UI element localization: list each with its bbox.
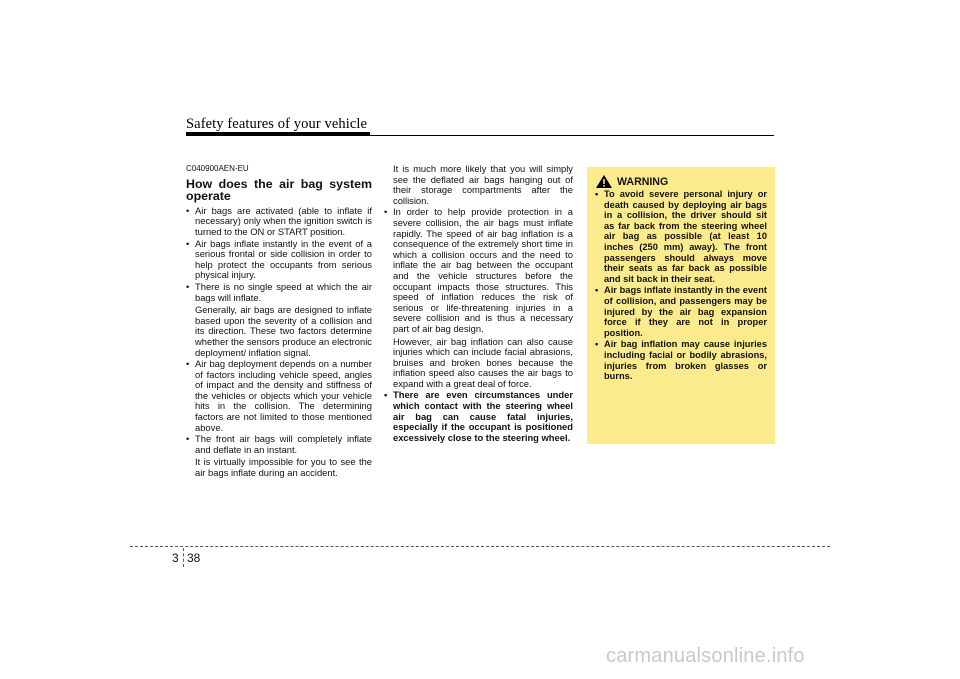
list-item [186, 282, 372, 358]
left-bullet-list [186, 206, 372, 479]
header-rule-thin [370, 135, 774, 136]
paragraph: • Air bag deployment depends on a number of factors including vehicle speed, angles of impact and the density and stiffness of the vehicles or objects which your vehicle hits in the collision. The determining factors are not limited to those mentioned above. [195, 358, 372, 433]
right-column [384, 164, 573, 444]
list-item [186, 239, 372, 281]
warning-header [595, 174, 668, 189]
warning-triangle-icon [595, 174, 613, 189]
list-item [384, 207, 573, 389]
list-item [384, 390, 573, 443]
footer-rule [130, 546, 830, 547]
paragraph: • There is no single speed at which the air bags will inflate. [195, 280, 372, 303]
paragraph: • In order to help provide protection in a severe collision, the air bags must inflate rapidly. The speed of air bag inflation is a consequence of the extremely short time in which a collision occurs and the need to inflate the air bag between the occupant and the vehicle structures before the occupant impacts those structures. This speed of inflation reduces the risk of serious or life-threatening injuries in a severe collision and is thus a necessary part of air bag design. [393, 206, 573, 334]
page-header-title: Safety features of your vehicle [186, 116, 368, 132]
paragraph: • There are even circumstances under which contact with the steering wheel air bag can cause fatal injuries, especially if the occupant is positioned excessively close to the steering wheel. [393, 389, 573, 443]
list-item [186, 359, 372, 433]
list-item [186, 434, 372, 478]
section-title: How does the air bag system operate [186, 176, 372, 204]
page-number: 38 [187, 551, 201, 565]
paragraph: • Air bags are activated (able to inflate if necessary) only when the ignition switch is turned to the ON or START position. [195, 204, 372, 237]
right-bullet-list [384, 207, 573, 443]
chapter-number: 3 [172, 551, 179, 565]
paragraph: It is virtually impossible for you to see the air bags inflate during an accident. [195, 456, 372, 479]
warning-item: • To avoid severe personal injury or death caused by deploying air bags in a collision, the driver should sit as far back from the steering wheel air bag as possible (at least 10 inches (250 mm) away). The front passengers should always move their seats as far back as possible and sit back in their seat. [595, 189, 767, 284]
left-column [186, 164, 372, 480]
warning-item: • Air bags inflate instantly in the event of collision, and passengers may be injured by the air bag expansion force if they are not in proper position. [595, 285, 767, 338]
header-rule-thick [186, 132, 370, 136]
warning-item: • Air bag inflation may cause injuries including facial or bodily abrasions, injuries from broken glasses or burns. [595, 339, 767, 381]
paragraph: However, air bag inflation can also cause injuries which can include facial abrasions, bruises and broken bones because the inflation speed also causes the air bags to expand with a great deal of force. [393, 335, 573, 389]
watermark: carmanualsonline.info [606, 645, 805, 667]
warning-title: WARNING [617, 175, 669, 188]
warning-box [587, 167, 775, 444]
paragraph: • The front air bags will completely inflate and deflate in an instant. [195, 433, 372, 455]
list-item [186, 206, 372, 238]
footer-divider [183, 548, 184, 567]
section-code: C040900AEN-EU [186, 164, 249, 173]
warning-list [595, 189, 767, 383]
paragraph: Generally, air bags are designed to inflate based upon the severity of a collision and its direction. These two factors determine whether the sensors produce an electronic deployment/ inflation signal. [195, 304, 372, 358]
paragraph: • Air bags inflate instantly in the event of a serious frontal or side collision in order to help protect the occupants from serious physical injury. [195, 237, 372, 281]
continuation-paragraph: It is much more likely that you will simply see the deflated air bags hanging out of their storage compartments after the collision. [393, 163, 573, 206]
